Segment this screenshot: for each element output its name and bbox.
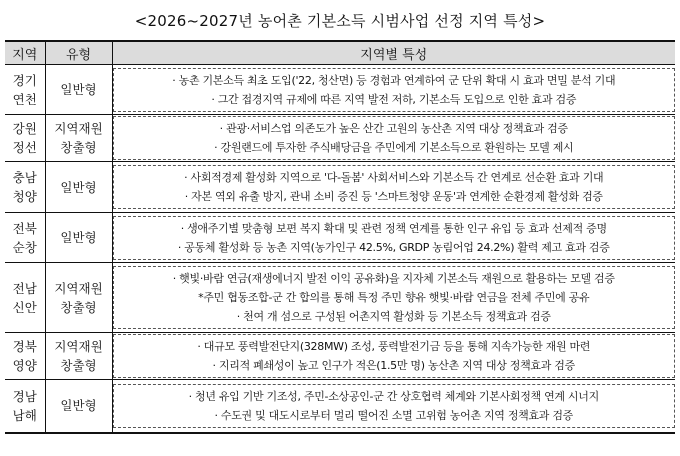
region-name-part: 남해 [12,407,37,423]
feature-line: · 천여 개 섬으로 구성된 어촌지역 활성화 등 기본소득 정책효과 검증 [236,310,551,323]
features-box [113,384,676,428]
region-cell [5,213,45,263]
table-body [5,65,675,433]
feature-line: · 관광·서비스업 의존도가 높은 산간 고원의 농산촌 지역 대상 정책효과 검증 [219,122,568,135]
feature-line: *주민 협동조합-군 간 합의를 통해 특정 주민 향유 햇빛·바람 연금을 전체 주민에 공유 [198,291,590,304]
feature-line: · 수도권 및 대도시로부터 멀리 떨어진 소멸 고위험 농어촌 지역 정책효과 검증 [214,408,573,422]
features-box [113,165,676,209]
feature-line: · 자본 역외 유출 방지, 관내 소비 증진 등 '스마트청양 운동'과 연계한 순환경제 활성화 검증 [184,190,603,203]
type-label-part: 일반형 [60,230,97,245]
region-name-part: 경북 [12,339,37,354]
type-label-part: 일반형 [60,82,97,97]
features-cell [112,115,675,162]
feature-line: · 청년 유입 기반 기조성, 주민-소상공인-군 간 상호협력 체계와 기본사회정책 연계 시너지 [188,389,599,403]
feature-line: · 강원랜드에 투자한 주식배당금을 주민에게 기본소득으로 환원하는 모델 제시 [214,141,574,154]
region-table [5,40,675,434]
region-cell [5,162,45,213]
type-label-part: 창출형 [60,358,97,373]
features-box [113,116,676,160]
type-cell [45,380,112,433]
region-cell [5,263,45,333]
type-cell [45,115,112,162]
type-cell [45,213,112,263]
features-box [113,216,676,260]
region-cell [5,380,45,433]
type-cell [45,65,112,115]
region-name-part: 충남 [12,170,37,185]
region-name-part: 경기 [12,72,37,88]
type-label-part: 창출형 [60,140,97,155]
feature-line: · 공동체 활성화 등 농촌 지역(농가인구 42.5%, GRDP 농림어업 24.2%) 활력 제고 효과 검증 [177,240,610,254]
type-label-part: 지역재원 [54,280,103,296]
region-name-part: 영양 [12,358,37,373]
features-cell [112,65,675,115]
header-features: 지역별 특성 [112,41,675,65]
type-label-part: 지역재원 [54,121,103,136]
feature-line: · 지리적 폐쇄성이 높고 인구가 적은(1.5만 명) 농산촌 지역 대상 정책효과 검증 [212,359,575,372]
features-cell [112,263,675,333]
feature-line: · 그간 접경지역 규제에 따른 지역 발전 저하, 기본소득 도입으로 인한 효과 검증 [211,92,577,106]
type-label-part: 일반형 [60,179,97,195]
feature-line: · 햇빛·바람 연금(재생에너지 발전 이익 공유화)을 지자체 기본소득 재원으로 활용하는 모델 검증 [172,272,615,285]
features-box [113,266,676,329]
region-name-part: 전남 [12,280,37,296]
header-region: 지역 [5,41,45,65]
region-name-part: 청양 [12,189,37,204]
table-row [5,380,675,433]
region-cell [5,115,45,162]
table-row [5,162,675,213]
type-label-part: 지역재원 [54,339,103,354]
table-row [5,65,675,115]
region-name-part: 순창 [12,239,37,255]
region-cell [5,65,45,115]
feature-line: · 사회적경제 활성화 지역으로 '다-돌봄' 사회서비스와 기본소득 간 연계로 선순환 효과 기대 [184,171,604,184]
table-row [5,213,675,263]
feature-line: · 대규모 풍력발전단지(328MW) 조성, 풍력발전기금 등을 통해 지속가능한 재원 마련 [197,340,591,353]
features-cell [112,333,675,380]
type-label-part: 일반형 [60,398,97,414]
region-name-part: 신안 [12,299,37,315]
region-cell [5,333,45,380]
region-name-part: 경남 [12,388,37,404]
table-header-row [5,41,675,65]
region-name-part: 강원 [12,121,37,136]
feature-line: · 농촌 기본소득 최초 도입('22, 청산면) 등 경험과 연계하여 군 단위 확대 시 효과 면밀 분석 기대 [172,73,616,87]
page-title: <2026~2027년 농어촌 기본소득 시범사업 선정 지역 특성> [134,12,546,30]
region-name-part: 연천 [12,91,37,107]
type-cell [45,263,112,333]
table-row [5,263,675,333]
features-box [113,334,676,378]
region-name-part: 전북 [12,220,37,236]
type-cell [45,333,112,380]
table-row [5,333,675,380]
type-label-part: 창출형 [60,299,97,315]
region-name-part: 정선 [12,140,37,155]
table-row [5,115,675,162]
features-box [113,68,676,112]
features-cell [112,380,675,433]
features-cell [112,213,675,263]
header-type: 유형 [45,41,112,65]
feature-line: · 생애주기별 맞춤형 보편 복지 확대 및 관련 정책 연계를 통한 인구 유입 등 효과 선제적 증명 [180,221,607,235]
features-cell [112,162,675,213]
type-cell [45,162,112,213]
